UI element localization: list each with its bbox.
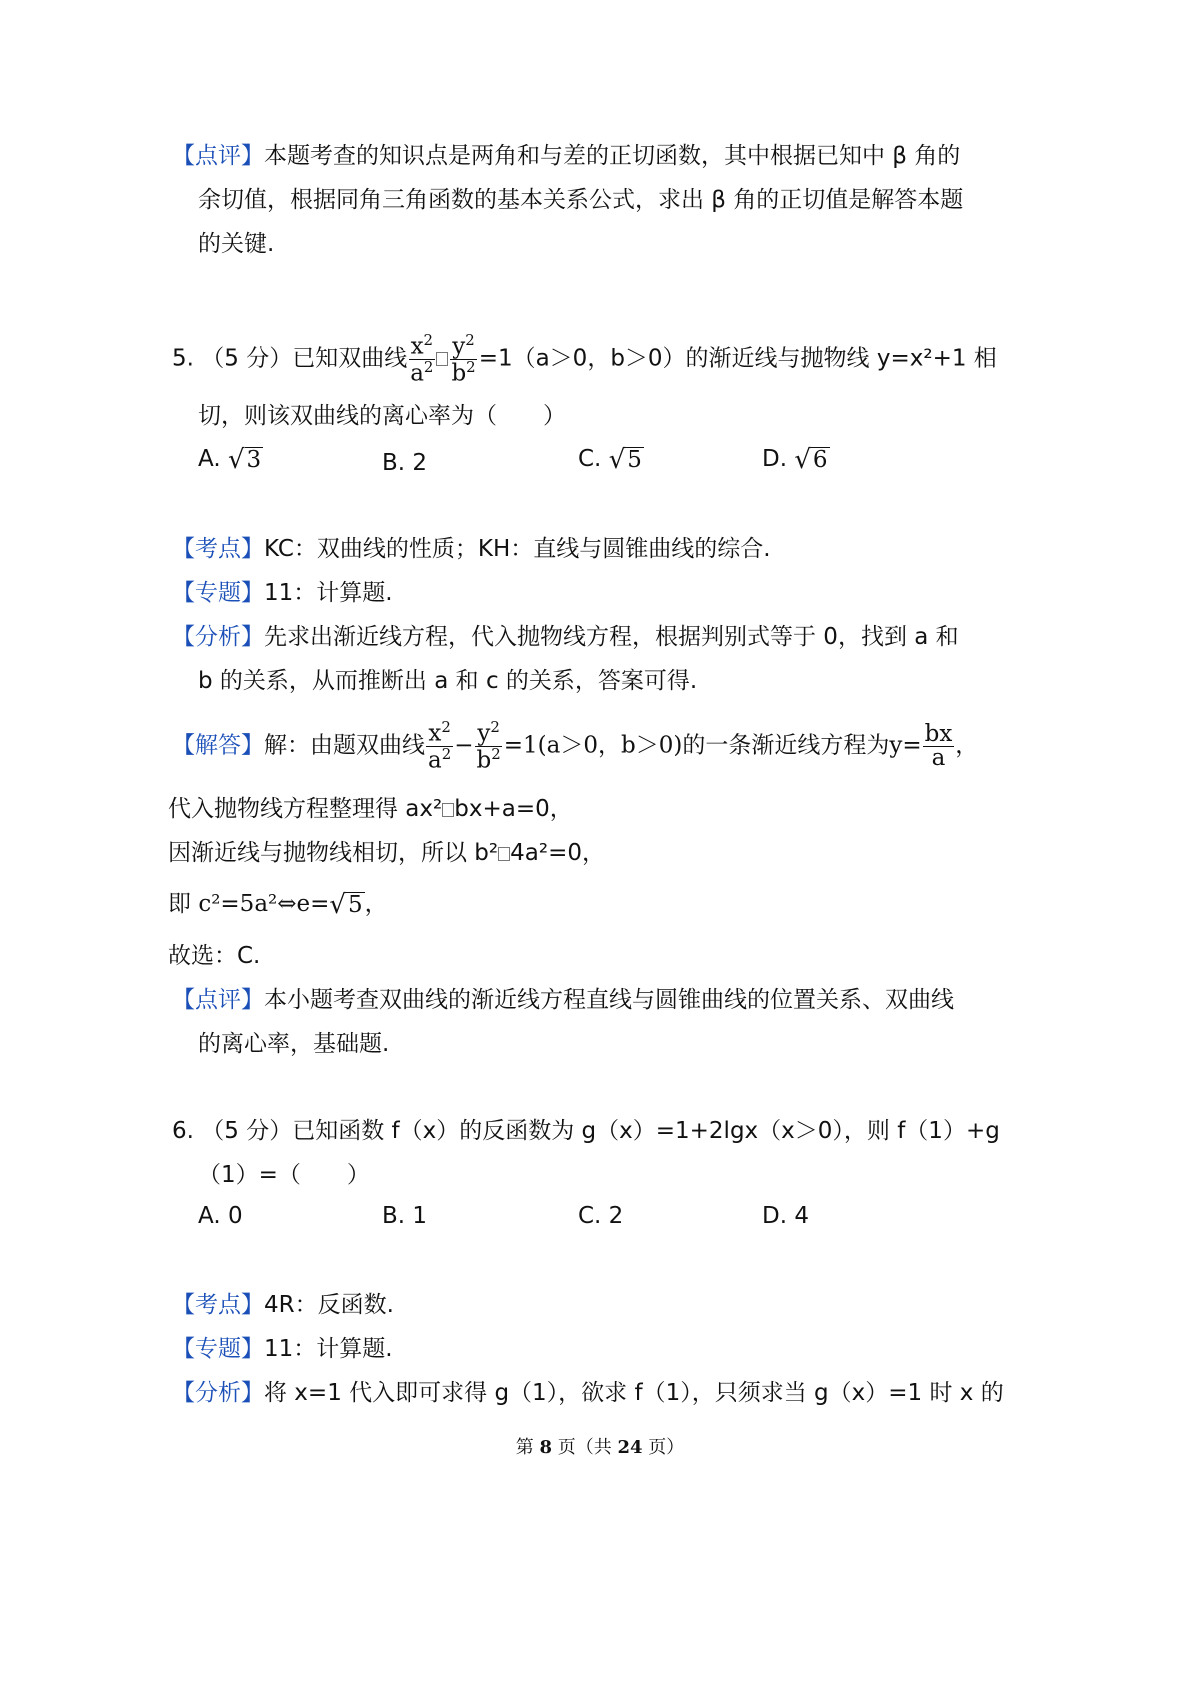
q5-step-3: 即 c²=5a²⇔e= √ 5 ， — [168, 889, 388, 920]
q5-step-1: 代入抛物线方程整理得 ax² bx+a=0， — [168, 796, 573, 822]
missing-glyph-icon — [498, 847, 510, 861]
q5-prefix: 5. （5 分）已知双曲线 — [172, 345, 408, 372]
q6-stem-line-2: （1）=（ ） — [198, 1162, 370, 1188]
sqrt-icon: √ 3 — [227, 444, 262, 475]
q6-choice-a: A. 0 — [198, 1203, 243, 1229]
missing-glyph-icon — [442, 803, 454, 817]
q5-choice-d: D. √ 6 — [762, 444, 828, 475]
page-footer: 第 8 页（共 24 页） — [515, 1437, 685, 1458]
q5-suffix: =1（a＞0，b＞0）的渐近线与抛物线 y=x²+1 相 — [478, 345, 997, 372]
q5-fenxi-line-1: 【分析】先求出渐近线方程，代入抛物线方程，根据判别式等于 0，找到 a 和 — [172, 624, 959, 650]
q5-choice-c: C. √ 5 — [578, 444, 642, 475]
q6-fenxi-line-1: 【分析】将 x=1 代入即可求得 g（1），欲求 f（1），只须求当 g（x）=1 时 x 的 — [172, 1380, 1004, 1406]
sqrt-icon: √ 6 — [794, 444, 828, 475]
q5-review-line-2: 的离心率，基础题. — [198, 1031, 390, 1057]
sqrt-icon: √ 5 — [329, 889, 363, 920]
total-pages: 24 — [617, 1437, 643, 1458]
q5-asymptote-fraction: $\frac{bx}{a}$ — [924, 720, 953, 771]
q6-choice-d: D. 4 — [762, 1203, 809, 1229]
q5-fraction-y: $\frac{y^2}{b^2}$ — [451, 331, 476, 387]
review-line-2: 余切值，根据同角三角函数的基本关系公式，求出 β 角的正切值是解答本题 — [198, 187, 964, 213]
q6-zhuanti: 【专题】11：计算题. — [172, 1336, 393, 1362]
q5-answer: 故选：C. — [168, 943, 261, 969]
q5-fenxi-line-2: b 的关系，从而推断出 a 和 c 的关系，答案可得. — [198, 668, 698, 694]
q5-zhuanti: 【专题】11：计算题. — [172, 580, 393, 606]
q5-kaodian: 【考点】KC：双曲线的性质；KH：直线与圆锥曲线的综合. — [172, 536, 771, 562]
review-text-1: 本题考查的知识点是两角和与差的正切函数，其中根据已知中 β 角的 — [264, 143, 961, 169]
current-page: 8 — [539, 1437, 552, 1458]
q5-fraction-x: $\frac{x^2}{a^2}$ — [410, 331, 434, 387]
q5-stem-line-1 — [172, 333, 997, 385]
q5-step-2: 因渐近线与抛物线相切，所以 b² 4a²=0， — [168, 840, 605, 866]
review-line-1 — [172, 140, 960, 172]
q5-minus-glyph — [436, 352, 448, 366]
q6-choice-c: C. 2 — [578, 1203, 624, 1229]
q6-choice-b: B. 1 — [382, 1203, 428, 1229]
q6-stem-line-1: 6. （5 分）已知函数 f（x）的反函数为 g（x）=1+2lgx（x＞0），则 f（1）+g — [172, 1118, 1000, 1144]
review-tag: 【点评】 — [172, 143, 264, 169]
q5-jieda-fraction-x: $\frac{x^2}{a^2}$ — [428, 718, 452, 774]
q5-choice-a: A. √ 3 — [198, 444, 262, 475]
review-line-3: 的关键. — [198, 231, 275, 257]
q5-stem-line-2: 切，则该双曲线的离心率为（ ） — [198, 403, 566, 429]
q5-jieda-fraction-y: $\frac{y^2}{b^2}$ — [476, 718, 501, 774]
q5-review-line-1: 【点评】本小题考查双曲线的渐近线方程直线与圆锥曲线的位置关系、双曲线 — [172, 987, 954, 1013]
q6-kaodian: 【考点】4R：反函数. — [172, 1292, 394, 1318]
q5-jieda-line: 【解答】解：由题双曲线 $\frac{x^2}{a^2}$ − $\frac{y^2}{b^2}$ =1(a＞0，b＞0)的一条渐近线方程为y= $\frac{bx}{a}$ ， — [172, 718, 979, 774]
q5-choice-b: B. 2 — [382, 450, 428, 476]
sqrt-icon: √ 5 — [608, 444, 642, 475]
